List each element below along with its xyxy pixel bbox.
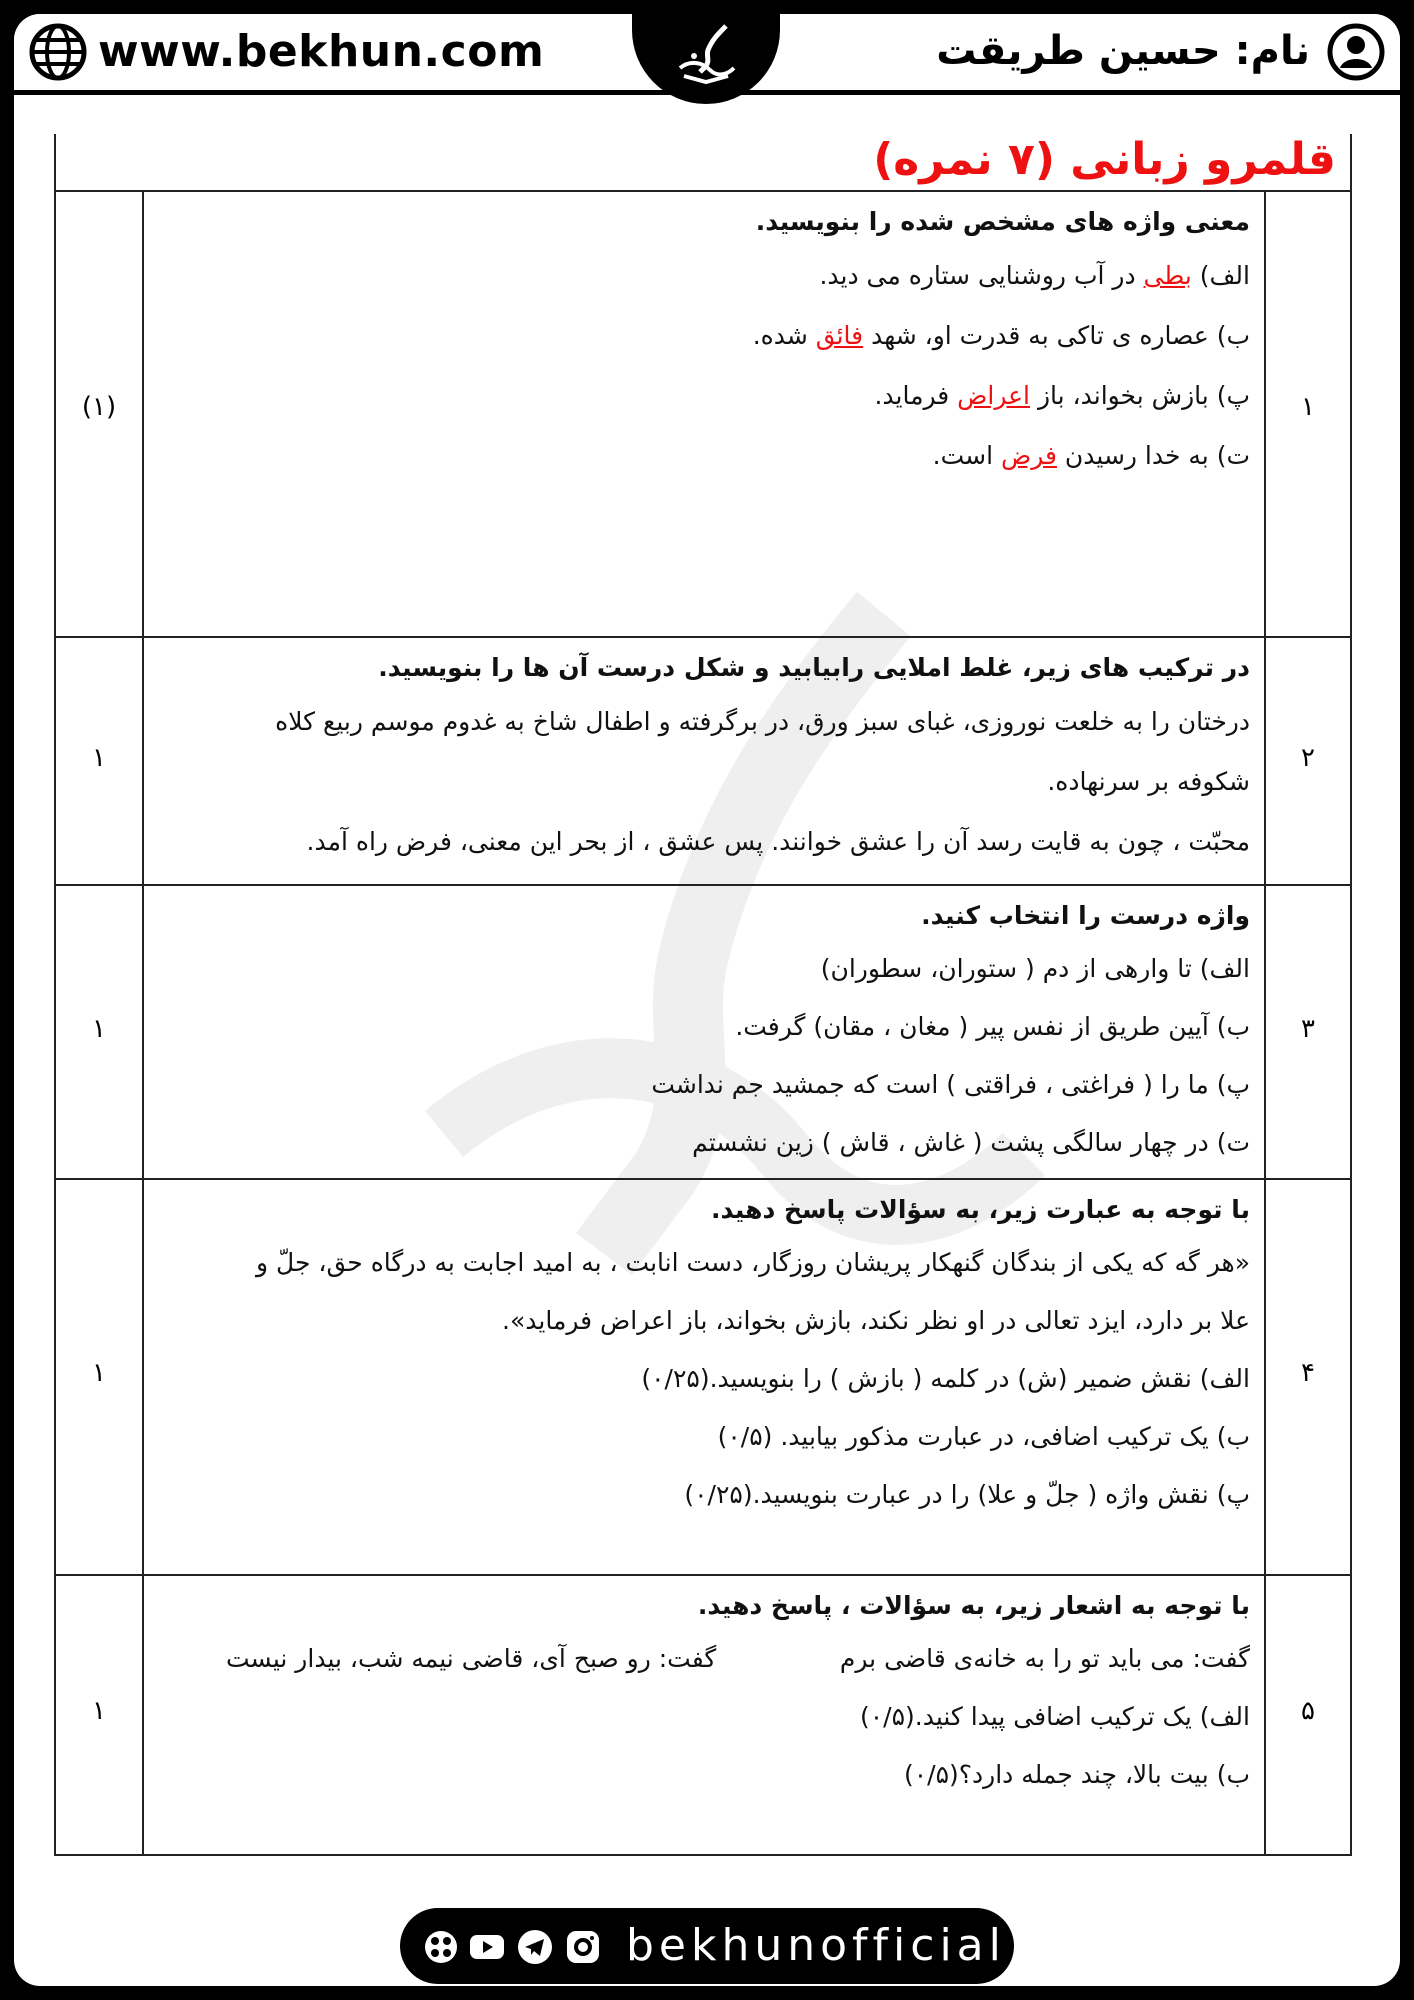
- question-score: ۱: [92, 1696, 106, 1726]
- verse-left-hemistich: گفت: رو صبح آی، قاضی نیمه شب، بیدار نیست: [226, 1644, 717, 1673]
- question-number-cell: [1264, 638, 1350, 884]
- question-prompt: با توجه به اشعار زیر، به سؤالات ، پاسخ دهید.: [697, 1591, 1250, 1620]
- score-cell: [56, 192, 144, 636]
- item-line: محبّت ، چون به قایت رسد آن را عشق خوانند. پس عشق ، از بحر این معنی، فرض راه آمد.: [306, 827, 1250, 856]
- question-row-1: [56, 192, 1350, 638]
- question-row-4: [56, 1180, 1350, 1576]
- score-cell: [56, 886, 144, 1178]
- question-number-cell: [1264, 192, 1350, 636]
- header-bar: [14, 14, 1400, 95]
- exam-page: [14, 14, 1400, 1986]
- question-content: [116, 1186, 1250, 1524]
- question-number: ۴: [1301, 1358, 1315, 1388]
- question-prompt: با توجه به عبارت زیر، به سؤالات پاسخ دهید.: [710, 1195, 1250, 1224]
- question-prompt: واژه درست را انتخاب کنید.: [921, 901, 1250, 930]
- logo-icon: [666, 20, 746, 90]
- question-content: [156, 198, 1250, 486]
- telegram-icon[interactable]: [516, 1928, 554, 1966]
- item-line: ت) به خدا رسیدن فرض است.: [932, 441, 1250, 470]
- question-row-3: [56, 886, 1350, 1180]
- question-score: (۱): [81, 392, 117, 422]
- user-icon: [1326, 22, 1386, 82]
- brand-logo: [632, 14, 780, 104]
- item-line: الف) بطی در آب روشنایی ستاره می دید.: [819, 261, 1250, 290]
- poem-verse: [226, 1630, 1250, 1688]
- highlighted-word: بطی: [1143, 261, 1192, 290]
- question-prompt: معنی واژه های مشخص شده را بنویسید.: [755, 207, 1250, 236]
- question-number: ۲: [1301, 743, 1315, 773]
- youtube-icon[interactable]: [468, 1928, 506, 1966]
- highlighted-word: اعراض: [957, 381, 1030, 410]
- item-line: ب) عصاره ی تاکی به قدرت او، شهد فائق شده.: [752, 321, 1250, 350]
- item-line: الف) یک ترکیب اضافی پیدا کنید.(۰/۵): [859, 1702, 1250, 1731]
- question-number-cell: [1264, 886, 1350, 1178]
- item-line: الف) نقش ضمیر (ش) در کلمه ( بازش ) را بنویسید.(۰/۲۵): [641, 1364, 1250, 1393]
- item-line: پ) بازش بخواند، باز اعراض فرماید.: [874, 381, 1250, 410]
- item-line: پ) نقش واژه ( جلّ و علا) را در عبارت بنویسید.(۰/۲۵): [684, 1480, 1250, 1509]
- question-row-5: [56, 1576, 1350, 1854]
- score-cell: [56, 638, 144, 884]
- question-prompt: در ترکیب های زیر، غلط املایی رابیابید و شکل درست آن ها را بنویسید.: [378, 653, 1250, 682]
- question-score: ۱: [92, 1014, 106, 1044]
- question-number-cell: [1264, 1576, 1350, 1854]
- aparat-icon[interactable]: [422, 1928, 460, 1966]
- highlighted-word: فرض: [1001, 441, 1057, 470]
- item-line: شکوفه بر سرنهاده.: [1047, 767, 1250, 796]
- question-number-cell: [1264, 1180, 1350, 1574]
- social-handle[interactable]: bekhunofficial: [626, 1920, 1006, 1971]
- item-line: پ) ما را ( فراغتی ، فراقتی ) است که جمشید جم نداشت: [651, 1070, 1250, 1099]
- score-cell: [56, 1576, 144, 1854]
- item-line: الف) تا وارهی از دم ( ستوران، سطوران): [820, 954, 1250, 983]
- section-title: قلمرو زبانی (۷ نمره): [873, 134, 1336, 185]
- question-number: ۳: [1301, 1014, 1315, 1044]
- question-number: ۱: [1301, 392, 1315, 422]
- question-content: [226, 1582, 1250, 1804]
- question-number: ۵: [1301, 1696, 1315, 1726]
- student-name: نام: حسین طریقت: [936, 28, 1310, 74]
- verse-right-hemistich: گفت: می باید تو را به خانه‌ی قاضی برم: [839, 1644, 1250, 1673]
- globe-icon: [28, 22, 88, 82]
- item-line: ب) یک ترکیب اضافی، در عبارت مذکور بیابید. (۰/۵): [717, 1422, 1250, 1451]
- instagram-icon[interactable]: [564, 1928, 602, 1966]
- social-footer: [400, 1908, 1014, 1984]
- item-line: ب) آیین طریق از نفس پیر ( مغان ، مقان) گرفت.: [735, 1012, 1250, 1041]
- question-content: [156, 892, 1250, 1172]
- question-row-2: [56, 638, 1350, 886]
- item-line: «هر گه که یکی از بندگان گنهکار پریشان روزگار، دست انابت ، به امید اجابت به درگاه حق، جلّ و: [256, 1248, 1250, 1277]
- question-score: ۱: [92, 1358, 106, 1388]
- question-content: [156, 644, 1250, 872]
- item-line: ب) بیت بالا، چند جمله دارد؟(۰/۵): [903, 1760, 1250, 1789]
- question-score: ۱: [92, 743, 106, 773]
- item-line: درختان را به خلعت نوروزی، غبای سبز ورق، در برگرفته و اطفال شاخ به غدوم موسم ربیع کلاه: [275, 707, 1250, 736]
- highlighted-word: فائق: [815, 321, 864, 350]
- section-title-bar: [54, 134, 1352, 192]
- questions-table: [54, 190, 1352, 1856]
- website-link[interactable]: www.bekhun.com: [98, 26, 545, 77]
- item-line: ت) در چهار سالگی پشت ( غاش ، قاش ) زین نشستم: [692, 1128, 1250, 1157]
- item-line: علا بر دارد، ایزد تعالی در او نظر نکند، بازش بخواند، باز اعراض فرماید».: [502, 1306, 1250, 1335]
